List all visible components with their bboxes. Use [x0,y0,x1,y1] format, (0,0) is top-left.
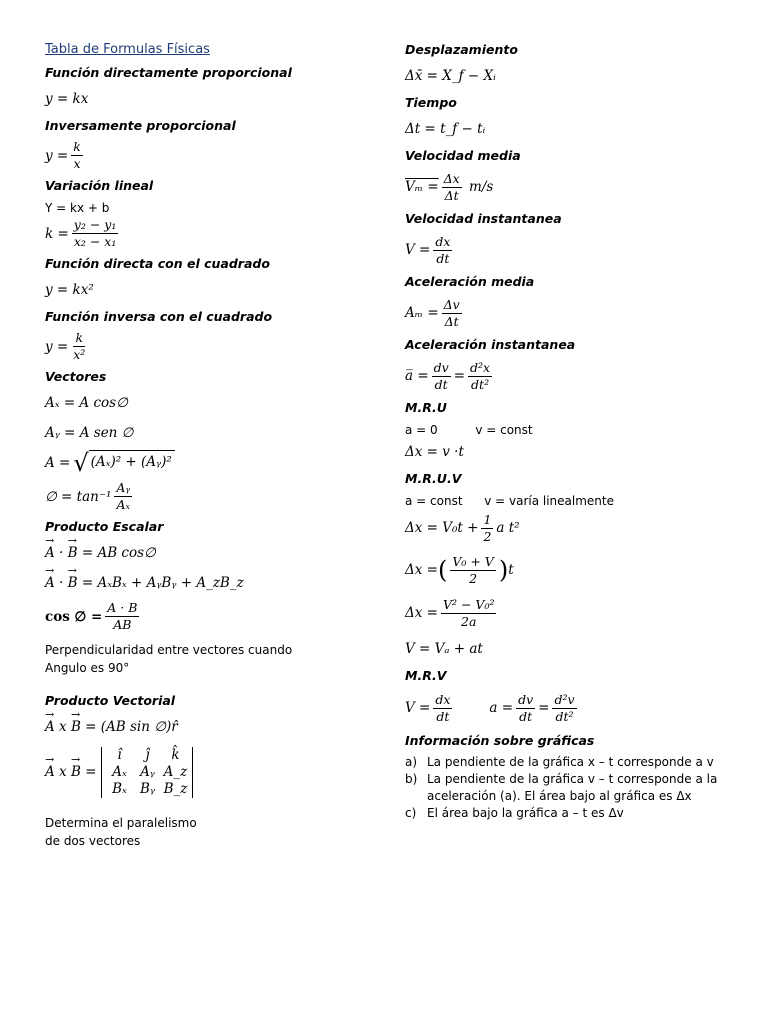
numerator: Δv [443,296,460,312]
formula-cos-angle-lhs: cos ∅ = [45,608,103,625]
numerator: d²v [554,691,575,707]
matrix-cell: A_z [163,763,188,780]
formula-mruv-3 [405,594,735,632]
fraction [442,171,462,204]
formula-average-velocity [405,169,735,205]
formula-square: y = kx² [45,282,94,298]
fraction [450,554,496,587]
vector-b: → B [68,545,78,561]
formula-mrv: V = $\frac{dx}{dt}$ a = $\frac{dv}{dt}$ = $\frac{\text{d²v}}{\text{dt²}}$ [405,691,575,724]
fraction [433,234,452,267]
formula-mrv-v-lhs: V = [405,700,431,716]
formula-dot-product-1-rhs: = AB cos∅ [81,545,156,561]
text-mru-v: v = const [475,423,533,437]
graph-info-list [405,754,735,822]
formula-average-velocity-lhs: Vₘ = [405,179,439,195]
numerator: V² − V₀² [442,596,495,612]
fraction [481,512,493,545]
numerator: dv [518,691,534,707]
fraction [552,692,576,725]
list-item-text: La pendiente de la gráfica x – t corresponde a v [427,755,714,769]
square-root [73,450,174,476]
formula-inverse [45,139,365,172]
list-item-label: a) [405,755,418,769]
denominator: Aₓ [116,497,130,512]
formula-cross-product-matrix: → A x → B = î ĵ k̂ Aₓ Aᵧ A_z Bₓ Bᵧ B_z [45,744,365,800]
text-parallelism-1: Determina el paralelismo [45,816,197,830]
formula-dot-product-2: → A · → B = AₓBₓ + AᵧBᵧ + A_zB_z [45,570,365,596]
heading-average-acceleration: Aceleración media [405,274,535,289]
formula-average-acceleration [405,295,735,331]
heading-instant-velocity: Velocidad instantanea [405,211,562,226]
numerator: dx [435,233,451,249]
formula-mrv-a-lhs: a = [489,700,514,716]
denominator: x² [73,347,86,362]
determinant-matrix [101,747,193,798]
formula-instant-velocity-lhs: V = [405,242,431,258]
denominator: AB [113,617,132,632]
heading-direct-proportional: Función directamente proporcional [45,65,292,80]
right-column [405,42,735,822]
numerator: k [75,330,84,345]
denominator: 2a [461,613,477,629]
vector-b: → B [71,719,81,735]
fraction [72,217,119,250]
numerator: Δx [443,170,460,186]
heading-mruv: M.R.U.V [405,471,462,486]
heading-displacement: Desplazamiento [405,42,518,57]
formula-dot-product-2-rhs: = AₓBₓ + AᵧBᵧ + A_zB_z [81,575,244,591]
formula-cos-angle [45,600,365,633]
left-column [45,42,365,850]
formula-magnitude [45,450,365,476]
heading-instant-acceleration: Aceleración instantanea [405,337,576,352]
matrix-cell: Bᵧ [139,780,155,797]
numerator: dx [435,691,451,707]
formula-magnitude-lhs: A = [45,455,71,471]
vector-a: → A [45,719,55,735]
fraction [442,297,462,330]
matrix-cell: Aᵧ [140,763,155,780]
formula-slope [45,217,365,250]
text-mru-conditions [405,421,735,439]
list-item-text: El área bajo la gráfica a – t es Δv [427,806,624,820]
formula-direct: y = kx [45,91,89,107]
formula-mruv-2: Δx = ( $\frac{\text{V₀ + V}}{2}$ ) t [405,553,514,586]
denominator: Δt [444,187,459,203]
list-item-label: b) [405,772,418,786]
heading-vectors: Vectores [45,369,107,384]
matrix-cell: Bₓ [112,780,127,797]
formula-ax: Aₓ = A cos∅ [45,395,128,411]
denominator: dt² [555,708,574,724]
list-item-label: c) [405,806,417,820]
matrix-cell: Aₓ [112,763,127,780]
radical-sign-icon: √ [73,449,89,477]
numerator: d²x [470,359,491,375]
matrix-cell: î [117,746,122,763]
heading-inverse-proportional: Inversamente proporcional [45,118,236,133]
numerator: A · B [107,600,138,615]
formula-average-acceleration-lhs: Aₘ = [405,305,439,321]
numerator: Aᵧ [116,480,131,495]
list-item [405,805,735,822]
fraction [71,330,87,363]
list-item-text: La pendiente de la gráfica v – t corresponde a la aceleración (a). El área bajo al gráfica es Δx [427,772,718,803]
numerator: k [73,139,81,154]
numerator: 1 [483,511,492,527]
denominator: dt [434,376,448,392]
formula-mruv-2-lhs: Δx = [405,562,438,578]
fraction [468,360,492,393]
text-parallelism-2: de dos vectores [45,834,141,848]
formula-mruv-1-rhs: a t² [496,520,520,536]
formula-ay: Aᵧ = A sen ∅ [45,425,134,441]
fraction [432,360,451,393]
vector-b: → B [71,764,81,780]
formula-mruv-2-rhs: t [508,562,514,578]
numerator: y₂ − y₁ [73,217,117,232]
formula-displacement: Δx̄ = X_f − Xᵢ [405,68,496,84]
vector-a: → A [45,545,55,561]
formula-mruv-1-lhs: Δx = V₀t + [405,520,479,536]
fraction [114,480,132,513]
fraction [105,600,139,633]
denominator: x [73,156,81,171]
heading-scalar-product: Producto Escalar [45,519,164,534]
formula-inverse-square-lhs: y = [45,338,69,355]
formula-mruv-4: V = Vₐ + at [405,641,483,657]
vector-a: → A [45,764,55,780]
formula-mruv-3-lhs: Δx = [405,605,438,621]
text-mruv-v: v = varía linealmente [484,494,614,508]
heading-linear-variation: Variación lineal [45,178,154,193]
heading-mru: M.R.U [405,400,447,415]
denominator: x₂ − x₁ [73,234,117,249]
formula-angle [45,480,365,513]
text-mru-a: a = 0 [405,423,438,437]
formula-time: Δt = t_f − tᵢ [405,121,486,137]
numerator: dv [433,359,449,375]
text-mruv-a: a = const [405,494,463,508]
vector-b: → B [68,575,78,591]
fraction [441,597,497,630]
matrix-cell: B_z [163,780,188,797]
heading-inverse-square: Función inversa con el cuadrado [45,309,273,324]
matrix-cell: ĵ [145,746,150,763]
heading-time: Tiempo [405,95,457,110]
matrix-cell: k̂ [171,746,180,763]
denominator: dt [436,708,450,724]
formula-mru: Δx = v ·t [405,444,464,460]
denominator: dt² [471,376,490,392]
vector-a: → A [45,575,55,591]
denominator: Δt [444,313,459,329]
fraction [516,692,535,725]
list-item [405,754,735,771]
list-item [405,771,735,805]
denominator: dt [436,250,450,266]
formula-instant-velocity [405,232,735,268]
formula-inverse-lhs: y = [45,147,69,164]
heading-vector-product: Producto Vectorial [45,693,176,708]
formula-dot-product-1: → A · → B = AB cos∅ [45,540,365,566]
formula-instant-acceleration-lhs: a̅ = [405,368,429,384]
document-title: Tabla de Formulas Físicas [45,42,210,57]
radicand: (Aₓ)² + (Aᵧ)² [89,450,175,476]
unit-label: m/s [469,179,494,195]
formula-angle-lhs: ∅ = tan⁻¹ [45,488,112,505]
fraction [71,139,83,172]
formula-cross-product-1-rhs: = (AB sin ∅)r̂ [85,719,178,735]
text-mruv-conditions [405,492,735,510]
heading-average-velocity: Velocidad media [405,148,521,163]
heading-mrv: M.R.V [405,668,447,683]
fraction [433,692,452,725]
heading-graph-info: Información sobre gráficas [405,733,595,748]
formula-instant-acceleration: a̅ = $\frac{dv}{dt}$ = $\frac{\text{d²x}}{\text{dt²}}$ [405,359,491,392]
formula-inverse-square [45,330,365,363]
denominator: dt [519,708,533,724]
text-perpendicularity-1: Perpendicularidad entre vectores cuando [45,643,293,657]
numerator: V₀ + V [452,553,494,569]
heading-direct-square: Función directa con el cuadrado [45,256,270,271]
text-linear-equation: Y = kx + b [45,201,110,215]
denominator: 2 [483,528,492,544]
denominator: 2 [469,570,478,586]
formula-mruv-1 [405,510,735,546]
text-perpendicularity-2: Angulo es 90° [45,661,130,675]
formula-slope-lhs: k = [45,225,69,242]
formula-cross-product-1: → A x → B = (AB sin ∅)r̂ [45,714,365,740]
